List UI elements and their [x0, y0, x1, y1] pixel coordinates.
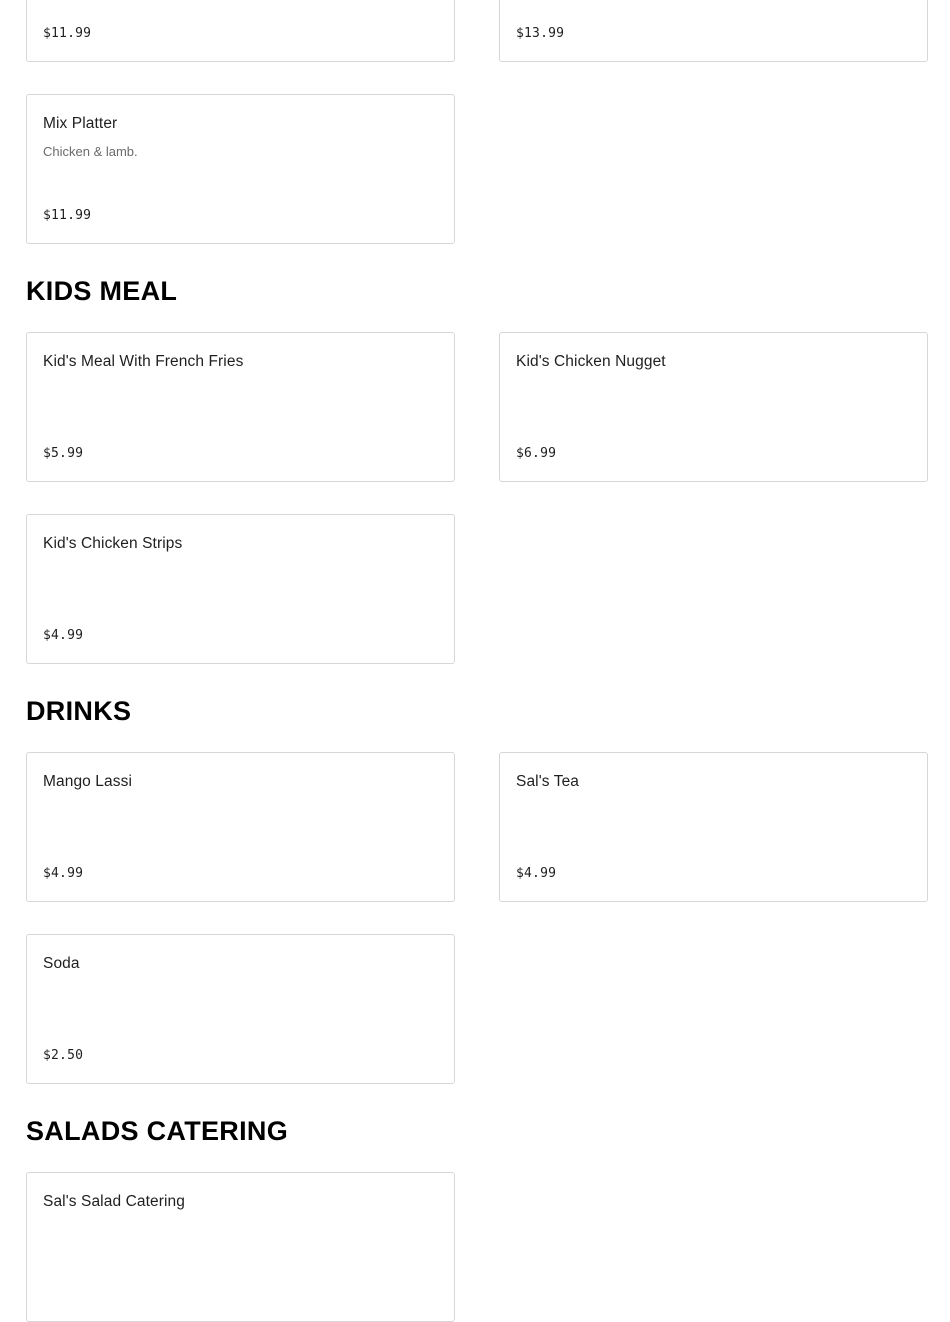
- menu-item-card-soda[interactable]: [26, 934, 455, 1084]
- menu-item-price: $5.99: [43, 446, 84, 461]
- menu-item-price: $2.50: [43, 1048, 84, 1063]
- menu-item-card-mango-lassi[interactable]: [26, 752, 455, 902]
- menu-item-name: Kid's Chicken Nugget: [516, 353, 666, 370]
- menu-item-price: $6.99: [516, 446, 557, 461]
- menu-item-card-mix-platter[interactable]: [26, 94, 455, 244]
- menu-item-name: Mango Lassi: [43, 773, 132, 790]
- menu-item-card-kids-meal-fries[interactable]: [26, 332, 455, 482]
- section-title-drinks: DRINKS: [26, 696, 132, 726]
- menu-item-card-sals-tea[interactable]: [499, 752, 928, 902]
- menu-item-price: $4.99: [43, 866, 84, 881]
- section-title-salads-catering: SALADS CATERING: [26, 1116, 289, 1146]
- menu-item-name: Kid's Chicken Strips: [43, 535, 183, 552]
- menu-item-name: Sal's Salad Catering: [43, 1193, 185, 1210]
- menu-item-card-kids-chicken-strips[interactable]: [26, 514, 455, 664]
- section-title-kids-meal: KIDS MEAL: [26, 276, 178, 306]
- menu-item-card-sals-salad-catering[interactable]: [26, 1172, 455, 1322]
- menu-item-price: $4.99: [43, 628, 84, 643]
- menu-item-card-kids-chicken-nugget[interactable]: [499, 332, 928, 482]
- menu-item-name: Soda: [43, 955, 80, 972]
- menu-item-description: Chicken & lamb.: [43, 144, 138, 159]
- menu-item-name: Sal's Tea: [516, 773, 580, 790]
- menu-item-name: Mix Platter: [43, 115, 118, 132]
- menu-item-price: $13.99: [516, 26, 565, 41]
- menu-item-card[interactable]: [499, 0, 928, 62]
- menu-item-price: $11.99: [43, 26, 92, 41]
- menu-item-price: $11.99: [43, 208, 92, 223]
- menu-item-price: $4.99: [516, 866, 557, 881]
- menu-item-card[interactable]: [26, 0, 455, 62]
- menu-item-name: Kid's Meal With French Fries: [43, 353, 244, 370]
